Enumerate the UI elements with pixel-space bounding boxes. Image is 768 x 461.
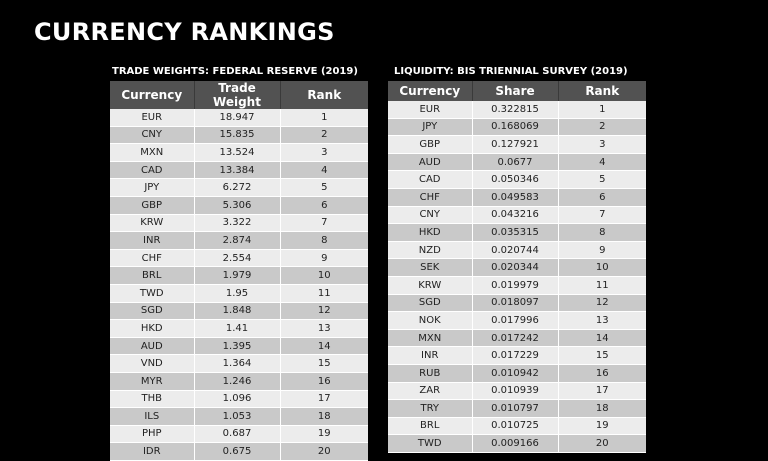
- table-cell: 7: [558, 206, 646, 224]
- table-cell: 1.395: [194, 337, 280, 355]
- table-cell: 18: [558, 400, 646, 418]
- table-row: [388, 382, 646, 400]
- table-cell: 2.874: [194, 232, 280, 250]
- table-cell: 16: [280, 372, 368, 390]
- table-cell: 13.524: [194, 144, 280, 162]
- table-cell: 0.019979: [472, 276, 558, 294]
- table-cell: CNY: [110, 126, 194, 144]
- table-cell: 6.272: [194, 179, 280, 197]
- table-cell: RUB: [388, 364, 472, 382]
- table-cell: 0.018097: [472, 294, 558, 312]
- table-row: [110, 390, 368, 408]
- table-header-row: [110, 81, 368, 109]
- table-cell: 1: [558, 101, 646, 118]
- table-cell: GBP: [110, 196, 194, 214]
- table-cell: 5: [280, 179, 368, 197]
- table-cell: 0.010942: [472, 364, 558, 382]
- table-row: [110, 408, 368, 426]
- table-cell: 17: [280, 390, 368, 408]
- table-cell: 3.322: [194, 214, 280, 232]
- table-cell: CHF: [110, 249, 194, 267]
- table-row: [388, 136, 646, 154]
- table-row: [110, 179, 368, 197]
- column-header: Currency: [388, 81, 472, 101]
- table-row: [388, 435, 646, 453]
- table-cell: 1.979: [194, 267, 280, 285]
- table-row: [110, 355, 368, 373]
- table-cell: 16: [558, 364, 646, 382]
- table-cell: NOK: [388, 312, 472, 330]
- table-cell: 0.035315: [472, 224, 558, 242]
- table-cell: JPY: [110, 179, 194, 197]
- table-cell: 0.010797: [472, 400, 558, 418]
- table-cell: 9: [558, 241, 646, 259]
- table-cell: 15: [280, 355, 368, 373]
- table-cell: VND: [110, 355, 194, 373]
- table-cell: 19: [558, 417, 646, 435]
- table-cell: 0.049583: [472, 188, 558, 206]
- table-cell: IDR: [110, 443, 194, 461]
- table-row: [110, 337, 368, 355]
- column-header: Trade Weight: [194, 81, 280, 109]
- table-cell: 0.043216: [472, 206, 558, 224]
- trade-weights-caption: TRADE WEIGHTS: FEDERAL RESERVE (2019): [112, 66, 358, 77]
- table-cell: CAD: [388, 171, 472, 189]
- table-row: [388, 118, 646, 136]
- table-cell: 12: [280, 302, 368, 320]
- table-row: [388, 417, 646, 435]
- table-cell: AUD: [388, 153, 472, 171]
- table-cell: 1.364: [194, 355, 280, 373]
- table-cell: 4: [558, 153, 646, 171]
- table-cell: BRL: [388, 417, 472, 435]
- table-cell: 17: [558, 382, 646, 400]
- table-cell: 0.017996: [472, 312, 558, 330]
- column-header: Rank: [280, 81, 368, 109]
- table-row: [388, 153, 646, 171]
- table-cell: 3: [558, 136, 646, 154]
- table-cell: 0.010939: [472, 382, 558, 400]
- table-cell: 3: [280, 144, 368, 162]
- table-cell: 11: [280, 284, 368, 302]
- table-cell: INR: [388, 347, 472, 365]
- table-cell: INR: [110, 232, 194, 250]
- column-header: Share: [472, 81, 558, 101]
- table-row: [110, 267, 368, 285]
- table-cell: EUR: [110, 109, 194, 126]
- table-cell: 0.017242: [472, 329, 558, 347]
- table-cell: 0.168069: [472, 118, 558, 136]
- table-row: [388, 101, 646, 118]
- table-cell: 0.675: [194, 443, 280, 461]
- page-title: CURRENCY RANKINGS: [34, 18, 335, 46]
- table-cell: 8: [558, 224, 646, 242]
- table-cell: SGD: [388, 294, 472, 312]
- table-row: [388, 364, 646, 382]
- table-cell: 20: [558, 435, 646, 453]
- table-cell: 6: [280, 196, 368, 214]
- column-header: Currency: [110, 81, 194, 109]
- table-cell: 18: [280, 408, 368, 426]
- table-cell: 1.246: [194, 372, 280, 390]
- table-row: [110, 126, 368, 144]
- table-row: [388, 206, 646, 224]
- table-cell: 15.835: [194, 126, 280, 144]
- table-cell: 1.41: [194, 320, 280, 338]
- table-row: [388, 400, 646, 418]
- table-cell: ILS: [110, 408, 194, 426]
- table-cell: TWD: [388, 435, 472, 453]
- table-cell: NZD: [388, 241, 472, 259]
- liquidity-table: [388, 81, 646, 453]
- table-row: [110, 320, 368, 338]
- table-cell: 0.050346: [472, 171, 558, 189]
- table-cell: 5.306: [194, 196, 280, 214]
- table-row: [110, 372, 368, 390]
- table-cell: 1: [280, 109, 368, 126]
- table-cell: CHF: [388, 188, 472, 206]
- table-cell: MXN: [110, 144, 194, 162]
- column-header: Rank: [558, 81, 646, 101]
- table-row: [110, 144, 368, 162]
- table-cell: 5: [558, 171, 646, 189]
- table-cell: 13.384: [194, 161, 280, 179]
- table-row: [110, 284, 368, 302]
- table-row: [388, 188, 646, 206]
- table-cell: 0.020344: [472, 259, 558, 277]
- table-cell: 10: [280, 267, 368, 285]
- table-row: [388, 312, 646, 330]
- table-header-row: [388, 81, 646, 101]
- table-cell: KRW: [388, 276, 472, 294]
- table-row: [388, 276, 646, 294]
- table-row: [110, 214, 368, 232]
- table-cell: 0.127921: [472, 136, 558, 154]
- table-row: [110, 232, 368, 250]
- table-cell: AUD: [110, 337, 194, 355]
- table-cell: MYR: [110, 372, 194, 390]
- table-cell: 1.053: [194, 408, 280, 426]
- table-row: [110, 443, 368, 461]
- table-cell: KRW: [110, 214, 194, 232]
- table-cell: 14: [558, 329, 646, 347]
- table-cell: 10: [558, 259, 646, 277]
- table-cell: 13: [280, 320, 368, 338]
- table-cell: 0.0677: [472, 153, 558, 171]
- table-cell: SEK: [388, 259, 472, 277]
- table-row: [110, 196, 368, 214]
- table-cell: 20: [280, 443, 368, 461]
- table-row: [110, 302, 368, 320]
- table-cell: THB: [110, 390, 194, 408]
- table-cell: 1.096: [194, 390, 280, 408]
- table-row: [388, 329, 646, 347]
- table-cell: ZAR: [388, 382, 472, 400]
- table-cell: 15: [558, 347, 646, 365]
- table-cell: CAD: [110, 161, 194, 179]
- table-cell: JPY: [388, 118, 472, 136]
- liquidity-caption: LIQUIDITY: BIS TRIENNIAL SURVEY (2019): [394, 66, 628, 77]
- table-cell: BRL: [110, 267, 194, 285]
- table-cell: 19: [280, 425, 368, 443]
- table-cell: 2: [280, 126, 368, 144]
- table-cell: 2.554: [194, 249, 280, 267]
- table-row: [110, 161, 368, 179]
- table-row: [388, 259, 646, 277]
- table-cell: 14: [280, 337, 368, 355]
- table-row: [388, 224, 646, 242]
- table-cell: 8: [280, 232, 368, 250]
- trade-weights-table: [110, 81, 368, 461]
- table-cell: GBP: [388, 136, 472, 154]
- table-row: [388, 171, 646, 189]
- table-cell: 18.947: [194, 109, 280, 126]
- table-cell: HKD: [388, 224, 472, 242]
- table-cell: 13: [558, 312, 646, 330]
- table-cell: 1.848: [194, 302, 280, 320]
- table-cell: EUR: [388, 101, 472, 118]
- table-cell: 9: [280, 249, 368, 267]
- table-cell: 7: [280, 214, 368, 232]
- table-cell: HKD: [110, 320, 194, 338]
- table-cell: CNY: [388, 206, 472, 224]
- table-cell: 11: [558, 276, 646, 294]
- table-cell: 12: [558, 294, 646, 312]
- table-row: [388, 347, 646, 365]
- table-cell: TWD: [110, 284, 194, 302]
- table-cell: SGD: [110, 302, 194, 320]
- table-cell: 0.322815: [472, 101, 558, 118]
- table-cell: 2: [558, 118, 646, 136]
- table-row: [110, 249, 368, 267]
- table-row: [388, 241, 646, 259]
- table-cell: 0.020744: [472, 241, 558, 259]
- table-cell: 1.95: [194, 284, 280, 302]
- table-row: [388, 294, 646, 312]
- table-row: [110, 109, 368, 126]
- table-cell: 6: [558, 188, 646, 206]
- table-cell: 4: [280, 161, 368, 179]
- table-cell: TRY: [388, 400, 472, 418]
- table-cell: 0.009166: [472, 435, 558, 453]
- table-cell: MXN: [388, 329, 472, 347]
- table-row: [110, 425, 368, 443]
- table-cell: PHP: [110, 425, 194, 443]
- table-cell: 0.687: [194, 425, 280, 443]
- table-cell: 0.010725: [472, 417, 558, 435]
- table-cell: 0.017229: [472, 347, 558, 365]
